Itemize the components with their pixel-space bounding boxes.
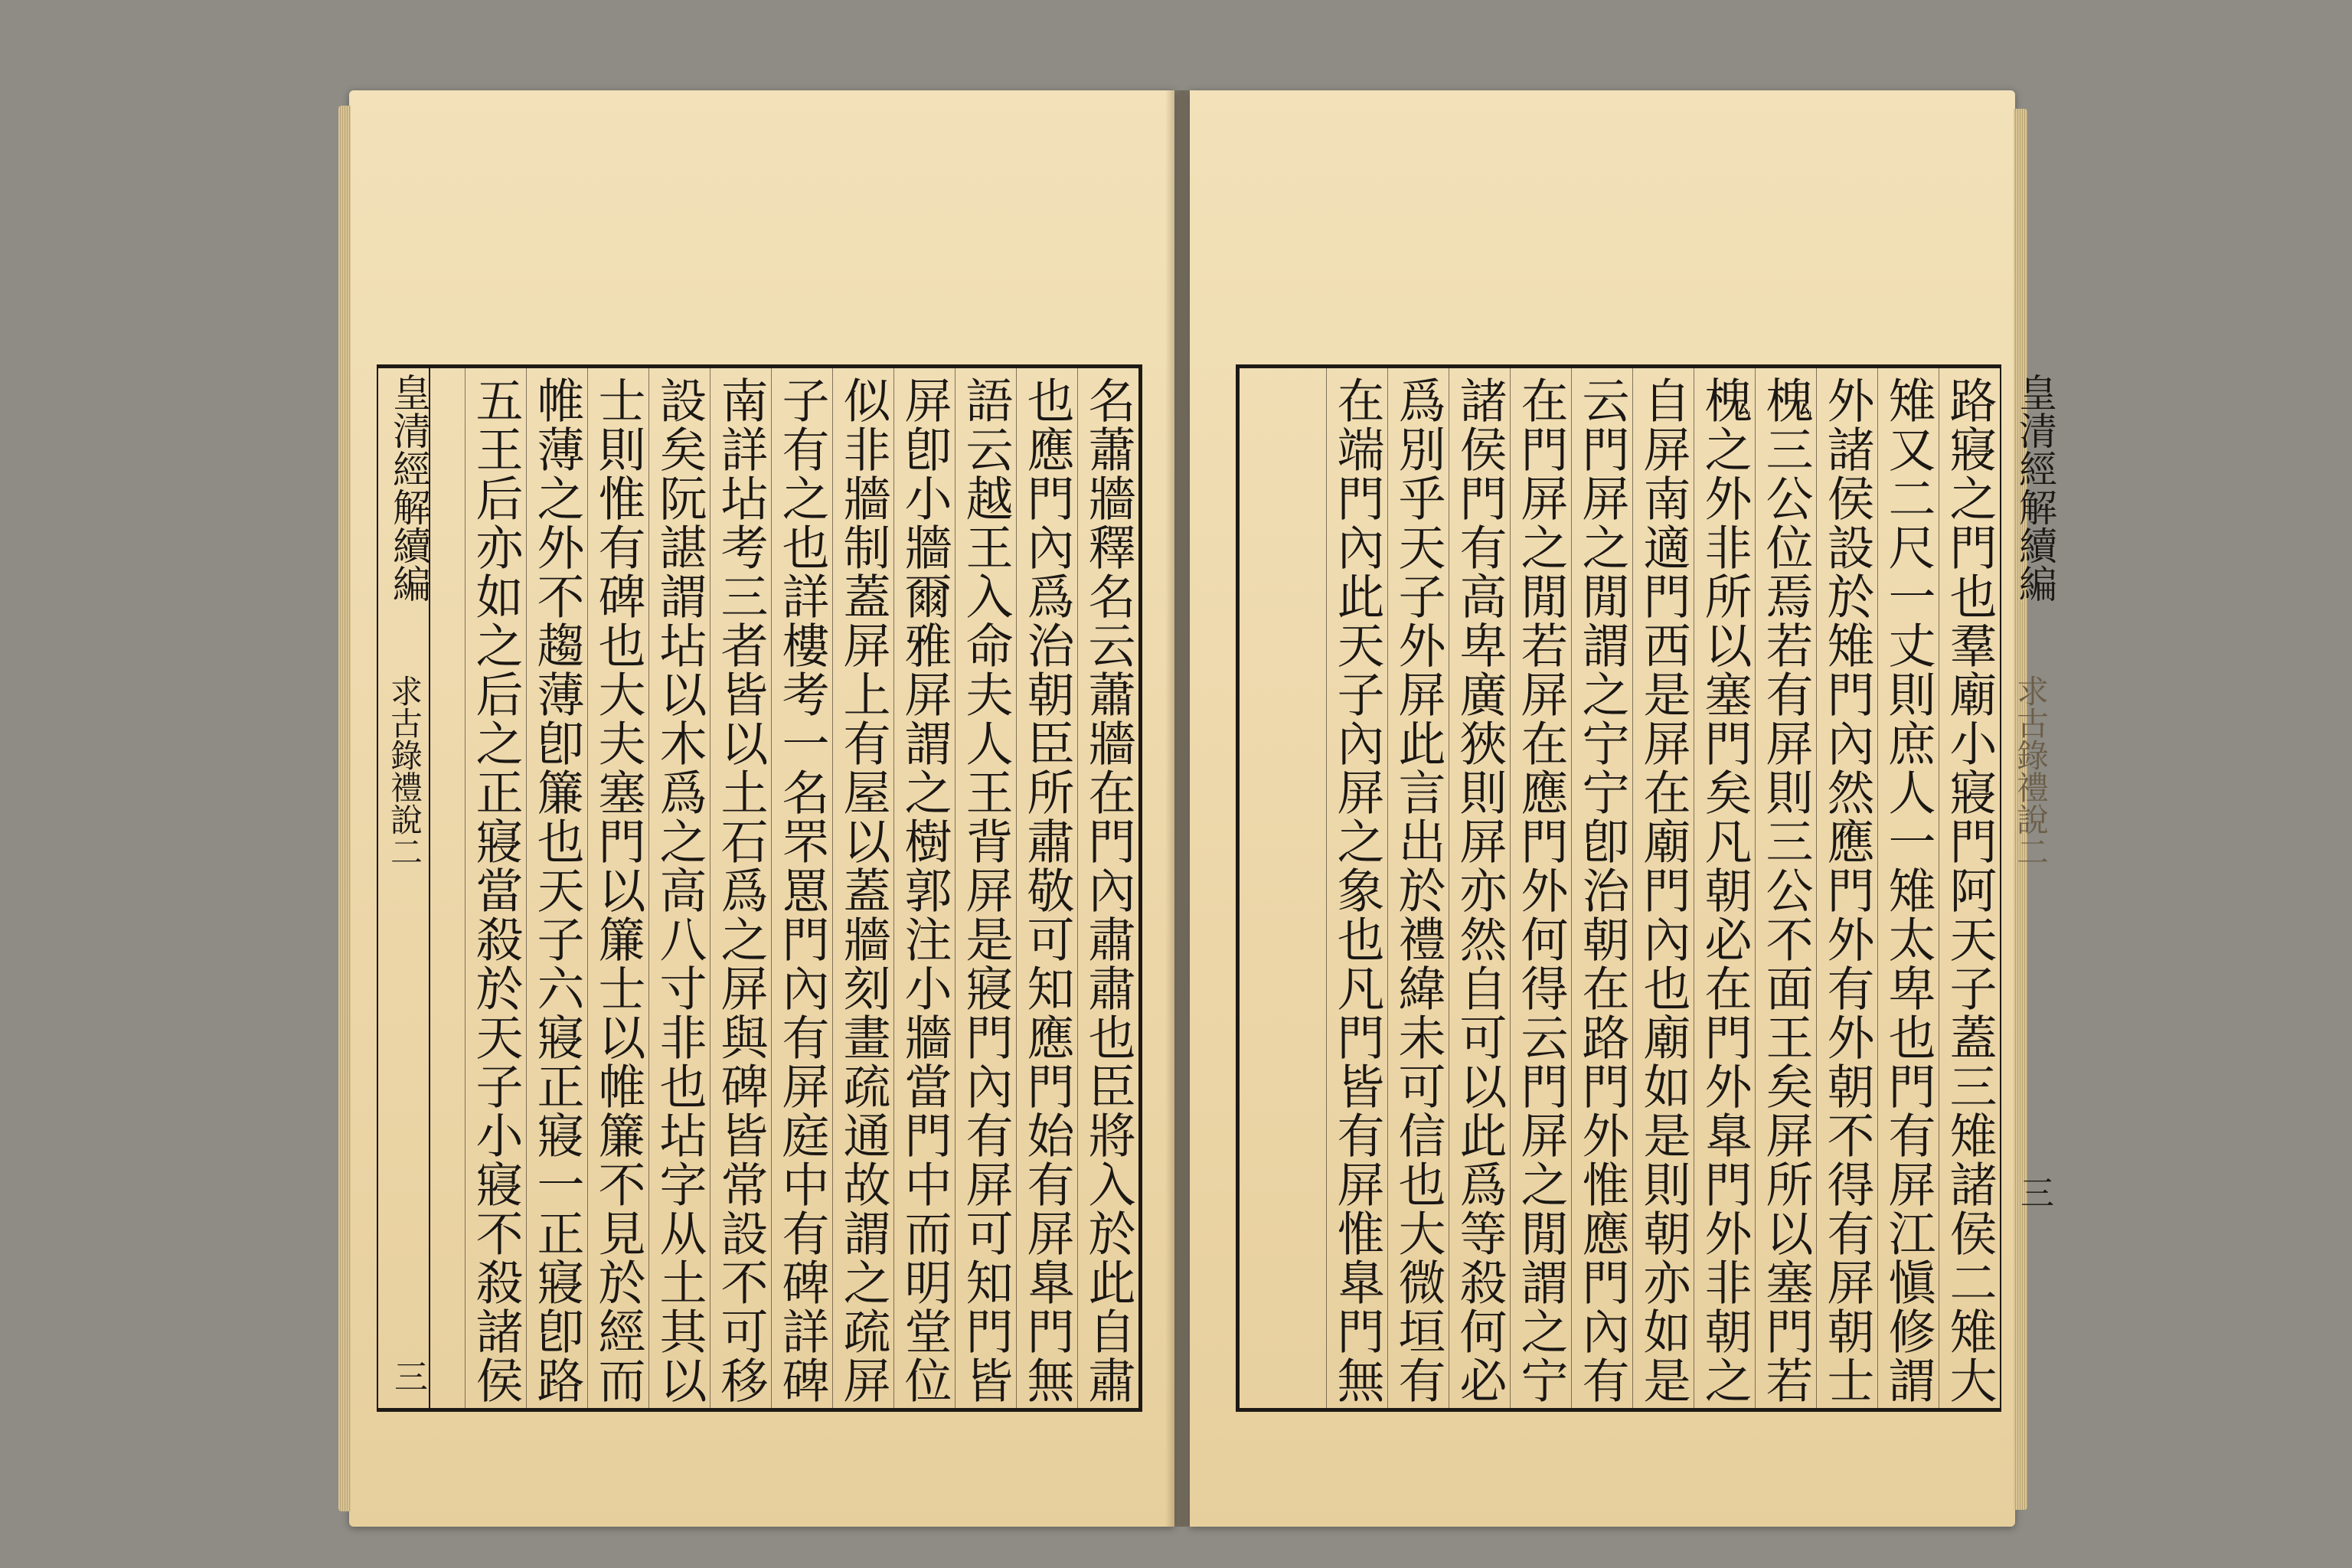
text-column: 屏卽小牆爾雅屏謂之樹郭注小牆當門中而明堂位: [893, 368, 955, 1408]
text-column: 五王后亦如之后之正寢當殺於天子小寢不殺諸侯: [465, 368, 526, 1408]
left-columns: [432, 368, 1138, 1408]
text-column: 雉又二尺一丈則庶人一雉太卑也門有屏江愼修謂: [1877, 368, 1939, 1408]
text-column: 子有之也詳樓考一名罘罳門內有屏庭中有碑詳碑: [771, 368, 832, 1408]
text-column: 外諸侯設於雉門內然應門外有外朝不得有屏朝士: [1816, 368, 1877, 1408]
text-column: 語云越王入命夫人王背屏是寢門內有屏可知門皆: [955, 368, 1016, 1408]
text-column: 也應門內爲治朝臣所肅敬可知應門始有屏臯門無: [1016, 368, 1077, 1408]
left-banxin-title: 皇清經解續編: [387, 373, 431, 603]
open-book: [349, 90, 2057, 1527]
left-banxin: [375, 368, 430, 1408]
text-column: 士則惟有碑也大夫塞門以簾士以帷簾不見於經而: [587, 368, 648, 1408]
text-column: 諸侯門有高卑廣狹則屏亦然自可以此爲等殺何必: [1449, 368, 1510, 1408]
text-column: 自屏南適門西是屏在廟門內也廟如是則朝亦如是: [1632, 368, 1694, 1408]
text-column: 似非牆制蓋屏上有屋以蓋牆刻畫疏通故謂之疏屏: [832, 368, 893, 1408]
text-column: 云門屏之閒謂之宁宁卽治朝在路門外惟應門內有: [1571, 368, 1632, 1408]
left-banxin-page: 三: [388, 1359, 427, 1393]
text-column: 在門屏之閒若屏在應門外何得云門屏之閒謂之宁: [1510, 368, 1571, 1408]
text-column: 爲別乎天子外屏此言出於禮緯未可信也大微垣有: [1387, 368, 1449, 1408]
right-text-frame: [1236, 364, 2057, 1412]
right-columns: [1240, 368, 2000, 1408]
text-column: 設矣阮諶謂坫以木爲之高八寸非也坫字从土其以: [648, 368, 710, 1408]
right-page: [1190, 90, 2057, 1527]
left-banxin-subtitle: 求古錄禮說二: [386, 675, 423, 867]
right-banxin-page: 三: [2014, 1175, 2053, 1209]
text-column: 名蕭牆釋名云蕭牆在門內肅肅也臣將入於此自肅: [1077, 368, 1138, 1408]
right-banxin-title: 皇清經解續編: [2013, 373, 2057, 603]
text-column: 槐三公位焉若有屏則三公不面王矣屏所以塞門若: [1755, 368, 1816, 1408]
text-column: 帷薄之外不趨薄卽簾也天子六寢正寢一正寢卽路: [526, 368, 587, 1408]
text-column: 槐之外非所以塞門矣凡朝必在門外臯門外非朝之: [1694, 368, 1755, 1408]
text-column: 南詳坫考三者皆以土石爲之屏與碑皆常設不可移: [710, 368, 771, 1408]
right-banxin-subtitle: 求古錄禮說二: [2012, 675, 2050, 867]
left-text-frame: [377, 364, 1142, 1412]
text-column: 在端門內此天子內屏之象也凡門皆有屏惟臯門無: [1326, 368, 1387, 1408]
text-column: 路寢之門也羣廟小寢門阿天子蓋三雉諸侯二雉大: [1939, 368, 2000, 1408]
right-banxin: [2003, 368, 2057, 1408]
left-page: [349, 90, 1174, 1527]
page-edge-left: [338, 106, 351, 1511]
